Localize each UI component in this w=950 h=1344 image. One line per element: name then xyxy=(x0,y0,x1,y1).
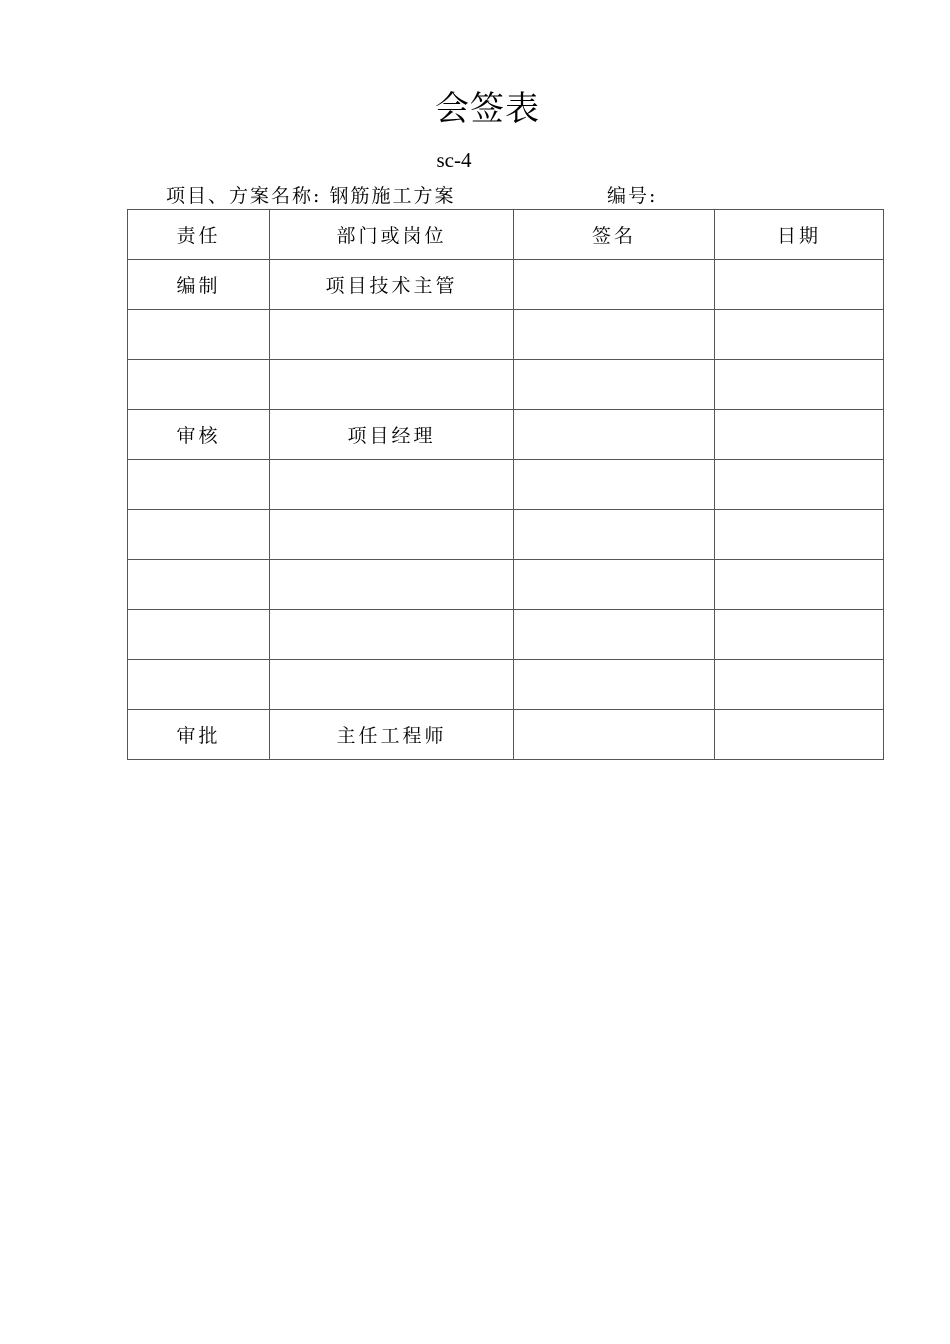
table-row xyxy=(128,260,884,310)
cell-signature xyxy=(514,610,715,660)
table-row xyxy=(128,310,884,360)
cell-department xyxy=(270,460,514,510)
cell-department xyxy=(270,510,514,560)
table-row xyxy=(128,560,884,610)
cell-signature xyxy=(514,410,715,460)
cell-date xyxy=(715,510,884,560)
header-date: 日期 xyxy=(715,210,884,260)
cell-department: 项目经理 xyxy=(270,410,514,460)
cell-responsibility xyxy=(128,660,270,710)
table-row xyxy=(128,460,884,510)
cell-responsibility xyxy=(128,610,270,660)
cell-department xyxy=(270,660,514,710)
cell-signature xyxy=(514,360,715,410)
cell-date xyxy=(715,460,884,510)
countersign-table xyxy=(127,209,884,760)
cell-department: 主任工程师 xyxy=(270,710,514,760)
cell-responsibility: 编制 xyxy=(128,260,270,310)
header-department-position: 部门或岗位 xyxy=(270,210,514,260)
cell-department xyxy=(270,310,514,360)
cell-responsibility xyxy=(128,560,270,610)
document-title: 会签表 xyxy=(435,89,540,129)
cell-date xyxy=(715,410,884,460)
cell-date xyxy=(715,710,884,760)
cell-responsibility: 审核 xyxy=(128,410,270,460)
cell-department xyxy=(270,610,514,660)
cell-department: 项目技术主管 xyxy=(270,260,514,310)
cell-responsibility xyxy=(128,360,270,410)
table-row xyxy=(128,410,884,460)
cell-responsibility: 审批 xyxy=(128,710,270,760)
table-row xyxy=(128,610,884,660)
number-label: 编号: xyxy=(607,185,658,207)
header-signature: 签名 xyxy=(514,210,715,260)
table-row xyxy=(128,360,884,410)
table-row xyxy=(128,710,884,760)
cell-signature xyxy=(514,510,715,560)
header-responsibility: 责任 xyxy=(128,210,270,260)
document-code: sc-4 xyxy=(436,148,472,172)
cell-signature xyxy=(514,310,715,360)
document-meta-line xyxy=(166,182,866,210)
cell-department xyxy=(270,360,514,410)
cell-responsibility xyxy=(128,460,270,510)
cell-signature xyxy=(514,460,715,510)
table-row xyxy=(128,510,884,560)
cell-responsibility xyxy=(128,310,270,360)
table-header-row xyxy=(128,210,884,260)
cell-date xyxy=(715,660,884,710)
cell-date xyxy=(715,560,884,610)
project-name-field xyxy=(166,182,455,210)
cell-date xyxy=(715,610,884,660)
table-row xyxy=(128,660,884,710)
cell-signature xyxy=(514,560,715,610)
cell-responsibility xyxy=(128,510,270,560)
cell-signature xyxy=(514,660,715,710)
project-name: 钢筋施工方案 xyxy=(329,185,456,207)
cell-signature xyxy=(514,710,715,760)
cell-date xyxy=(715,360,884,410)
project-label: 项目、方案名称: xyxy=(166,185,322,207)
cell-date xyxy=(715,310,884,360)
cell-signature xyxy=(514,260,715,310)
cell-date xyxy=(715,260,884,310)
cell-department xyxy=(270,560,514,610)
